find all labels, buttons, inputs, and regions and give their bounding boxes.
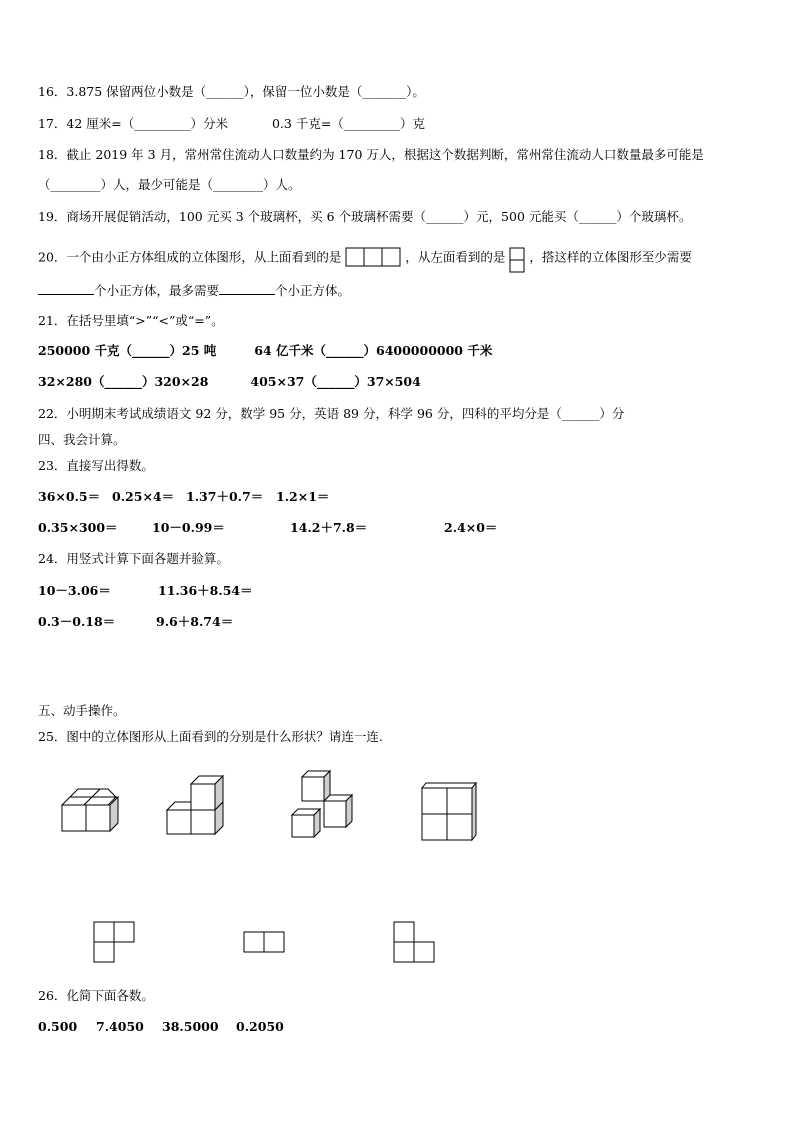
question-26-stem — [38, 988, 154, 1004]
left-view-figure — [509, 247, 525, 273]
solid-figure-4 — [418, 782, 484, 844]
compare-item-3: 32×280（______）320×28 — [38, 374, 209, 389]
answer-blank-max[interactable] — [219, 282, 275, 295]
question-18-text-2: （________）人，最少可能是（________）人。 — [38, 177, 301, 192]
question-26-text: 26．化简下面各数。 — [38, 988, 154, 1003]
answer-blank-min[interactable] — [38, 282, 94, 295]
compare-item-1: 250000 千克（______）25 吨 — [38, 343, 217, 358]
section-5-text: 五、动手操作。 — [38, 703, 126, 718]
vertical-calc-item: 11.36＋8.54＝ — [158, 583, 253, 598]
simplify-item: 0.500 — [38, 1019, 78, 1034]
question-20-text-4: 个小正方体，最多需要 — [94, 283, 220, 298]
solid-figure-3 — [290, 770, 362, 840]
question-16 — [38, 84, 425, 100]
compare-item-2: 64 亿千米（______）6400000000 千米 — [254, 343, 493, 358]
question-18-line-1 — [38, 147, 704, 163]
solid-figure-2 — [163, 775, 229, 837]
question-16-text: 16．3.875 保留两位小数是（______），保留一位小数是（_______）。 — [38, 84, 425, 99]
calc-item: 14.2＋7.8＝ — [290, 520, 368, 535]
question-22-text: 22．小明期末考试成绩语文 92 分，数学 95 分，英语 89 分，科学 96 分，四科的平均分是（______）分 — [38, 406, 625, 421]
question-23-stem — [38, 458, 154, 474]
question-18-line-2 — [38, 177, 301, 193]
calc-item: 10－0.99＝ — [152, 520, 225, 535]
section-5-title — [38, 703, 126, 719]
section-4-text: 四、我会计算。 — [38, 432, 126, 447]
question-20-text-5: 个小正方体。 — [275, 283, 351, 298]
question-22 — [38, 406, 624, 422]
question-23-text: 23．直接写出得数。 — [38, 458, 154, 473]
question-20-line-1 — [38, 245, 692, 271]
question-17-part-a: 17．42 厘米=（_________）分米 — [38, 116, 229, 131]
question-21-stem — [38, 313, 224, 329]
calc-item: 36×0.5＝ — [38, 489, 101, 504]
vertical-calc-item: 0.3－0.18＝ — [38, 614, 116, 629]
question-24-stem — [38, 551, 229, 567]
question-21-row-2 — [38, 374, 421, 390]
question-21-text: 21．在括号里填“>”“<”或“=”。 — [38, 313, 224, 328]
vertical-calc-item: 10－3.06＝ — [38, 583, 111, 598]
question-20-text-1: 20．一个由小正方体组成的立体图形，从上面看到的是 — [38, 249, 342, 265]
question-20-text-3: ，搭这样的立体图形至少需要 — [529, 249, 692, 265]
calc-item: 1.2×1＝ — [276, 489, 330, 504]
top-view-figure — [345, 247, 401, 267]
top-view-option-1[interactable] — [93, 921, 137, 965]
section-4-title — [38, 432, 126, 448]
question-24-text: 24．用竖式计算下面各题并验算。 — [38, 551, 229, 566]
top-view-option-2[interactable] — [243, 931, 287, 955]
calc-item: 1.37＋0.7＝ — [186, 489, 264, 504]
simplify-item: 0.2050 — [236, 1019, 284, 1034]
question-17 — [38, 116, 425, 132]
question-25-stem — [38, 729, 383, 745]
question-20-line-2 — [38, 282, 350, 299]
question-21-row-1 — [38, 343, 492, 359]
question-18-text-1: 18．截止 2019 年 3 月，常州常住流动人口数量约为 170 万人，根据这个数据判断，常州常住流动人口数量最多可能是 — [38, 147, 704, 162]
question-20-text-2: ，从左面看到的是 — [405, 249, 506, 265]
simplify-item: 38.5000 — [162, 1019, 219, 1034]
top-view-option-3[interactable] — [393, 921, 437, 965]
question-19-text: 19．商场开展促销活动，100 元买 3 个玻璃杯，买 6 个玻璃杯需要（______）元，500 元能买（______）个玻璃杯。 — [38, 209, 692, 224]
question-17-part-b: 0.3 千克=（_________）克 — [271, 116, 426, 131]
calc-item: 2.4×0＝ — [444, 520, 498, 535]
vertical-calc-item: 9.6＋8.74＝ — [156, 614, 234, 629]
simplify-item: 7.4050 — [96, 1019, 144, 1034]
compare-item-4: 405×37（______）37×504 — [250, 374, 421, 389]
question-25-text: 25．图中的立体图形从上面看到的分别是什么形状？请连一连. — [38, 729, 383, 744]
calc-item: 0.25×4＝ — [112, 489, 175, 504]
calc-item: 0.35×300＝ — [38, 520, 118, 535]
question-19 — [38, 209, 691, 225]
solid-figure-1 — [60, 788, 130, 836]
